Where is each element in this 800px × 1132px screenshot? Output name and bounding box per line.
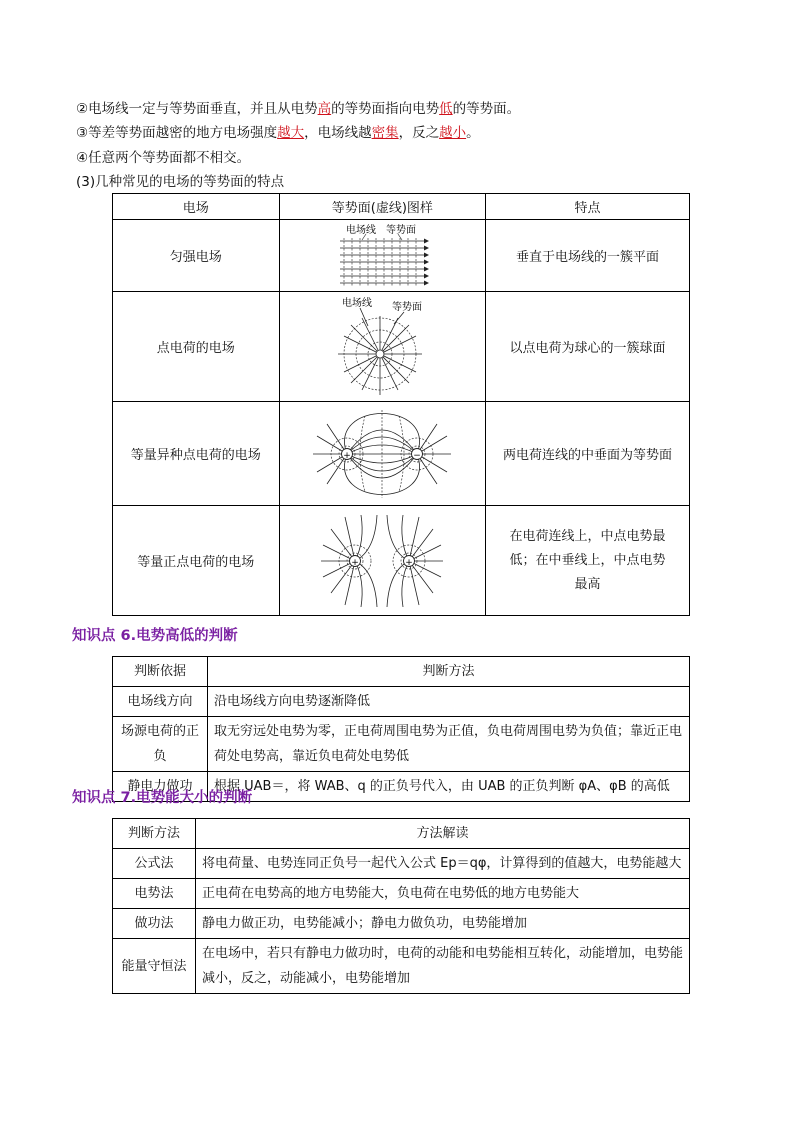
diagram-cell (279, 220, 485, 292)
label-field-line: 电场线 (346, 224, 377, 236)
diagram-cell (279, 506, 485, 616)
feature: 垂直于电场线的一簇平面 (486, 220, 690, 292)
method: 根据 UAB＝，将 WAB、q 的正负号代入，由 UAB 的正负判断 φA、φB 的高低 (208, 772, 690, 802)
potential-judgement-table (112, 656, 690, 802)
point-charge-diagram (322, 296, 442, 398)
header-pattern: 等势面(虚线)图样 (279, 194, 485, 220)
plus-charge-left: + (351, 557, 360, 568)
table-row (113, 506, 690, 616)
answer-3: 越小 (439, 125, 467, 141)
answer-2: 密集 (371, 125, 399, 141)
table-row (113, 292, 690, 402)
plus-charge: + (343, 450, 352, 461)
method: 取无穷远处电势为零，正电荷周围电势为正值，负电荷周围电势为负值；靠近正电荷处电势高，靠近负电荷处电势低 (208, 717, 690, 772)
basis: 场源电荷的正负 (113, 717, 208, 772)
table-row (113, 939, 690, 994)
section-6-title: 知识点 6.电势高低的判断 (72, 628, 238, 644)
answer-1: 越大 (277, 125, 305, 141)
header-basis: 判断依据 (113, 657, 208, 687)
feature: 两电荷连线的中垂面为等势面 (486, 402, 690, 506)
table-row (113, 687, 690, 717)
field-name: 匀强电场 (113, 220, 280, 292)
table-row (113, 909, 690, 939)
method-desc: 在电场中，若只有静电力做功时，电荷的动能和电势能相互转化，动能增加，电势能减小，反之，动能减小，电势能增加 (196, 939, 690, 994)
header-name: 判断方法 (113, 819, 196, 849)
field-name: 点电荷的电场 (113, 292, 280, 402)
label-equipotential: 等势面 (392, 301, 423, 313)
text: ，反之 (398, 125, 440, 141)
method-name: 公式法 (113, 849, 196, 879)
answer-high: 高 (317, 101, 332, 117)
field-name: 等量正点电荷的电场 (113, 506, 280, 616)
opposite-charges-diagram (307, 406, 457, 502)
intro-line-2 (76, 97, 520, 117)
like-charges-diagram (317, 511, 447, 611)
feature: 以点电荷为球心的一簇球面 (486, 292, 690, 402)
table-row (113, 879, 690, 909)
text: ③等差等势面越密的地方电场强度 (76, 125, 278, 141)
text: 。 (466, 125, 480, 141)
intro-line-3 (76, 121, 480, 141)
table-header-row (113, 194, 690, 220)
text: ，电场线越 (304, 125, 372, 141)
method-name: 做功法 (113, 909, 196, 939)
text: 的等势面。 (452, 101, 521, 117)
equipotential-table (112, 193, 690, 616)
header-method: 判断方法 (208, 657, 690, 687)
intro-line-4: ④任意两个等势面都不相交。 (76, 150, 251, 166)
table-header-row (113, 657, 690, 687)
method-desc: 将电荷量、电势连同正负号一起代入公式 Ep＝qφ，计算得到的值越大，电势能越大 (196, 849, 690, 879)
method-name: 能量守恒法 (113, 939, 196, 994)
header-desc: 方法解读 (196, 819, 690, 849)
method: 沿电场线方向电势逐渐降低 (208, 687, 690, 717)
table-row (113, 402, 690, 506)
header-field: 电场 (113, 194, 280, 220)
text: ②电场线一定与等势面垂直，并且从电势 (76, 101, 318, 117)
uniform-field-diagram (332, 223, 432, 289)
text: 的等势面指向电势 (331, 101, 440, 117)
diagram-cell (279, 292, 485, 402)
table-header-row (113, 819, 690, 849)
method-desc: 静电力做正功，电势能减小；静电力做负功，电势能增加 (196, 909, 690, 939)
table-row (113, 717, 690, 772)
field-name: 等量异种点电荷的电场 (113, 402, 280, 506)
header-feature: 特点 (486, 194, 690, 220)
potential-energy-table (112, 818, 690, 994)
feature: 在电荷连线上，中点电势最低；在中垂线上，中点电势最高 (486, 506, 690, 616)
basis: 电场线方向 (113, 687, 208, 717)
plus-charge-right: + (405, 557, 414, 568)
section-7-title: 知识点 7.电势能大小的判断 (72, 790, 253, 806)
label-field-line: 电场线 (342, 297, 373, 309)
diagram-cell (279, 402, 485, 506)
label-equipotential: 等势面 (386, 224, 417, 236)
answer-low: 低 (439, 101, 453, 117)
basis: 静电力做功 (113, 772, 208, 802)
table-row (113, 220, 690, 292)
method-desc: 正电荷在电势高的地方电势能大，负电荷在电势低的地方电势能大 (196, 879, 690, 909)
method-name: 电势法 (113, 879, 196, 909)
intro-line-5: (3)几种常见的电场的等势面的特点 (76, 174, 285, 190)
table-row (113, 849, 690, 879)
minus-charge: − (413, 450, 422, 461)
